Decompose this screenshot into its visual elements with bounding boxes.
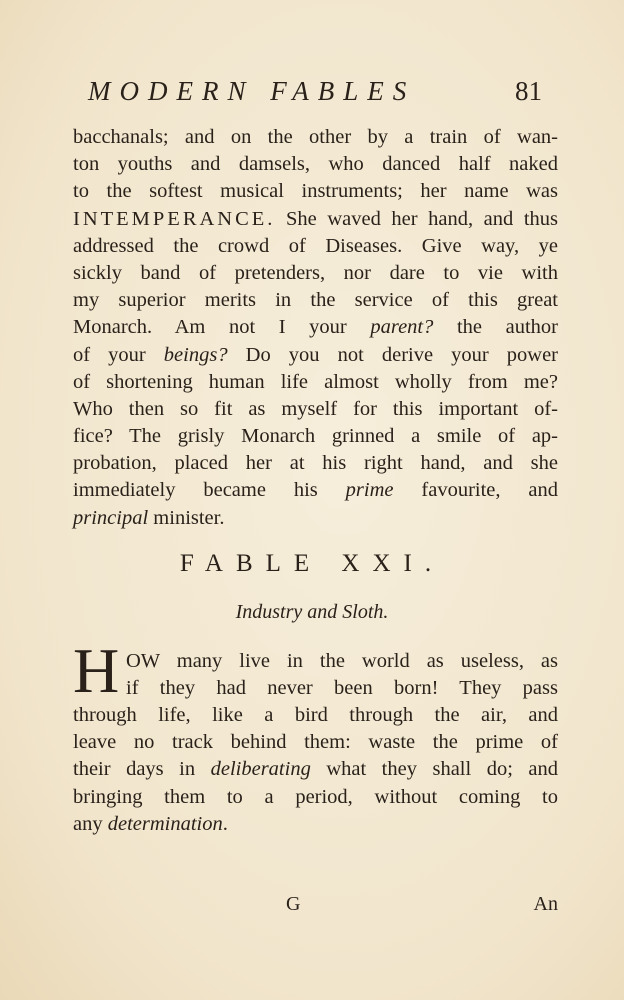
fable-body-text [73,702,558,838]
text-line: probation, placed her at his right hand, and she [73,452,558,475]
fable-title: FABLE XXI. [179,550,445,577]
text-line: through life, like a bird through the air, and [73,704,558,726]
fable-subtitle: Industry and Sloth. [235,601,389,623]
character-name: INTEMPERANCE. [73,207,276,230]
text-line: principal minister. [73,506,225,529]
catchword: An [533,893,558,915]
text-line: bringing them to a period, without coming to [73,785,558,808]
italic-word: prime [345,479,394,502]
italic-word: parent? [370,316,434,339]
text-line: Who then so fit as myself for this important of- [73,397,558,420]
text-line: bacchanals; and on the other by a train of wan- [73,126,558,148]
text-line: fice? The grisly Monarch grinned a smile of ap- [73,425,558,448]
text-line: of shortening human life almost wholly from me? [73,370,558,393]
text-line: any determination. [73,812,228,835]
text-line: Monarch. Am not I your parent? the author [73,316,558,339]
text-line: leave no track behind them: waste the prime of [73,731,558,754]
running-head-title: MODERN FABLES [88,76,416,106]
text-line: ton youths and damsels, who danced half naked [73,153,558,176]
drop-cap: H [73,645,120,697]
text-line: if they had never been born! They pass [126,677,558,700]
text-line: to the softest musical instruments; her name was [73,180,558,203]
text-line: addressed the crowd of Diseases. Give way, ye [73,234,558,257]
fable-opening-indented [126,648,558,702]
text-line: INTEMPERANCE. She waved her hand, and thus [73,207,558,230]
text-line: of your beings? Do you not derive your power [73,343,559,366]
text-line: immediately became his prime favourite, and [73,479,559,502]
italic-word: principal [73,506,149,529]
running-head [88,76,548,112]
text-line: their days in deliberating what they shall do; and [73,758,559,781]
italic-word: beings? [163,343,228,366]
text-line: my superior merits in the service of this great [73,289,558,312]
page-number: 81 [515,76,542,106]
italic-word: deliberating [210,758,311,781]
signature-mark: G [286,893,301,915]
previous-fable-text [73,124,558,532]
italic-word: determination [107,812,223,835]
text-line: sickly band of pretenders, nor dare to vie with [73,261,558,284]
text-line: OW many live in the world as useless, as [126,650,558,672]
